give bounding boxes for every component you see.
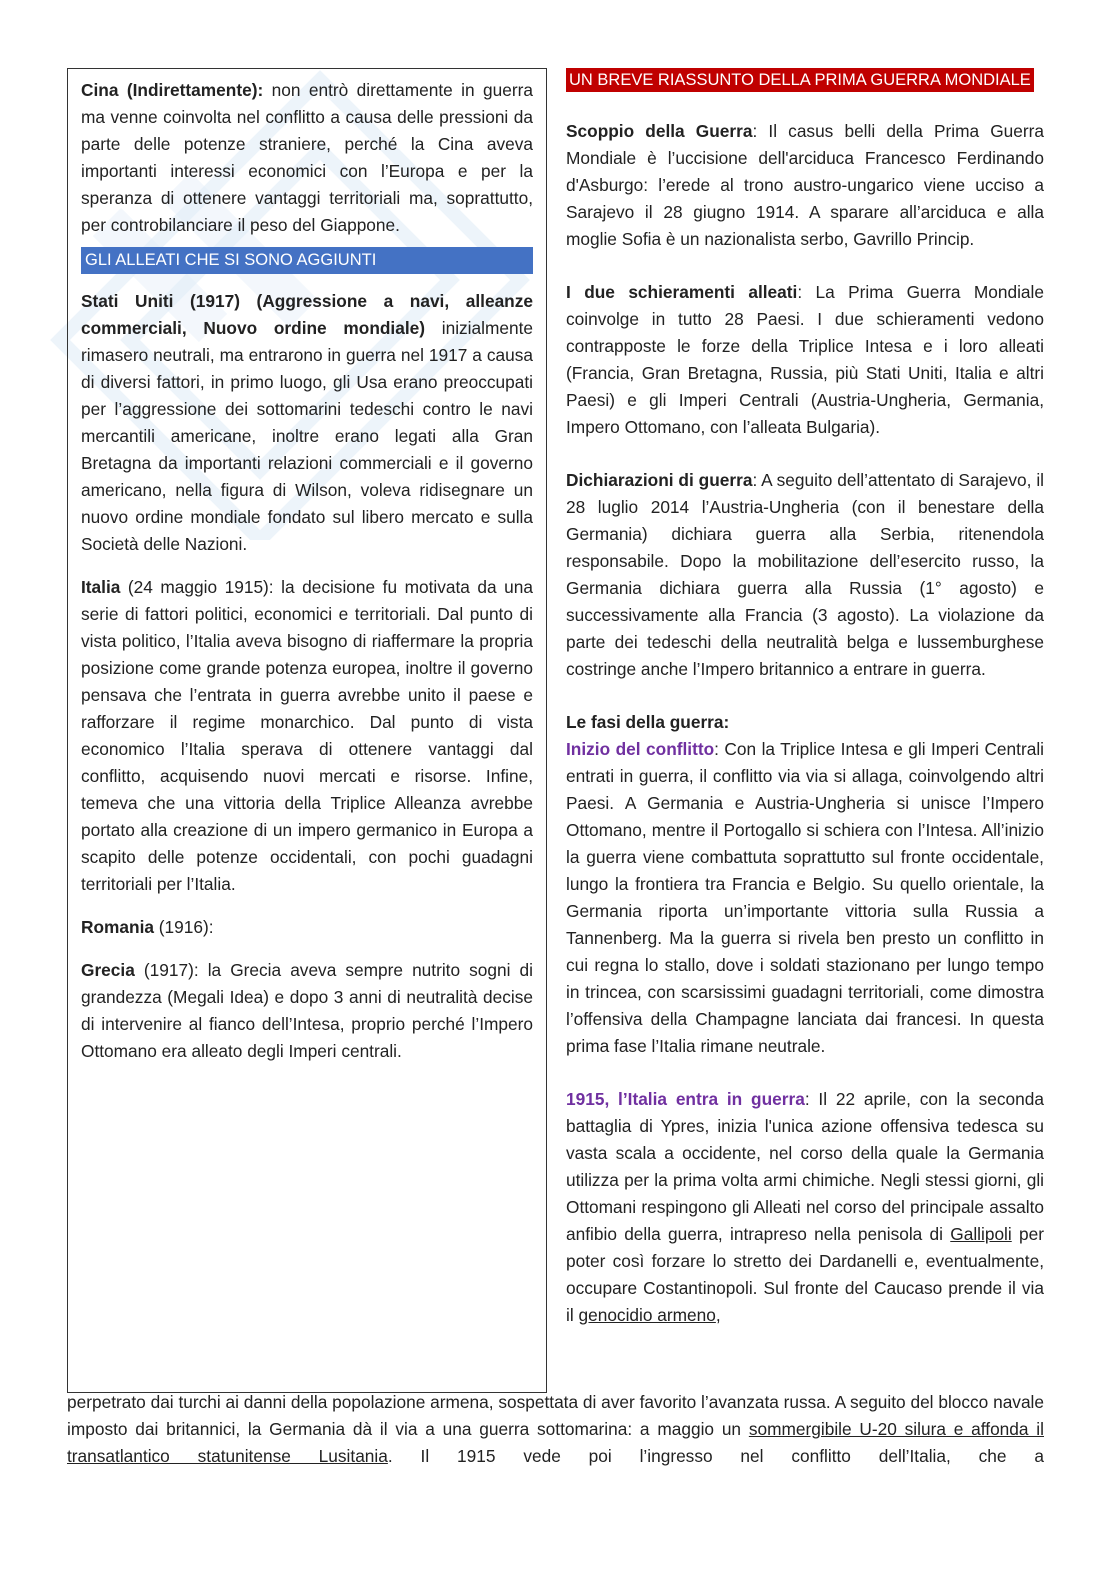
left-column-box [67,68,547,1393]
bottom-text-b: . Il 1915 vede poi l’ingresso nel conflitto dell’Italia, che a [387,1446,1044,1466]
paragraph-usa [81,288,533,558]
schieramenti-text: : La Prima Guerra Mondiale coinvolge in tutto 28 Paesi. I due schieramenti vedono contrapposte le forze della Triplice Intesa e i loro alleati (Francia, Gran Bretagna, Russia, più Stati Uniti, Italia e altri Paesi) e gli Imperi Centrali (Austria-Ungheria, Germania, Impero Ottomano, con l’alleata Bulgaria). [566,282,1044,437]
cina-text: non entrò direttamente in guerra ma venne coinvolta nel conflitto a causa delle pressioni da parte delle potenze straniere, perché la Cina aveva importanti interessi economici con l’Europa e per la speranza di ottenere vantaggi territoriali ma, soprattutto, per controbilanciare il peso del Giappone. [81,80,533,235]
lusitania-link[interactable]: sommergibile U-20 silura e affonda il transatlantico statunitense Lusitania [67,1419,1044,1466]
paragraph-cina [81,77,533,239]
genocidio-armeno-link[interactable]: genocidio armeno [578,1305,716,1325]
paragraph-schieramenti [566,279,1044,441]
schieramenti-title: I due schieramenti alleati [566,282,798,302]
grecia-text: (1917): la Grecia aveva sempre nutrito sogni di grandezza (Megali Idea) e dopo 3 anni di neutralità decise di intervenire al fianco dell’Intesa, proprio perché l’Impero Ottomano era alleato degli Imperi centrali. [81,960,533,1061]
paragraph-italia-1915 [566,1086,1044,1329]
inizio-text: : Con la Triplice Intesa e gli Imperi Centrali entrati in guerra, il conflitto via via si allaga, coinvolgendo altri Paesi. A Germania e Austria-Ungheria si unisce l’Impero Ottomano, mentre il Portogallo si schiera con l’Intesa. All’inizio la guerra viene combattuta soprattutto sul fronte occidentale, lungo la frontiera tra Francia e Belgio. Su quello orientale, la Germania riporta un’importante vittoria sulla Russia a Tannenberg. Ma la guerra si rivela ben presto un conflitto in cui regna lo stallo, dove i soldati stazionano per lungo tempo in trincea, con scarsissimi guadagni territoriali, come dimostra l’offensiva della Champagne lanciata dai francesi. In questa prima fase l’Italia rimane neutrale. [566,739,1044,1056]
scoppio-title: Scoppio della Guerra [566,121,753,141]
dichiarazioni-title: Dichiarazioni di guerra [566,470,753,490]
italia1915-text-b: per poter così forzare lo stretto dei Dardanelli e, eventualmente, occupare Costantinopoli. Sul fronte del Caucaso prende il via il [566,1224,1044,1325]
paragraph-italia [81,574,533,898]
bottom-text-a: perpetrato dai turchi ai danni della popolazione armena, sospettata di aver favorito l’avanzata russa. A seguito del blocco navale imposto dai britannici, la Germania dà il via a una guerra sottomarina: a maggio un [67,1392,1045,1439]
fasi-title-text: Le fasi della guerra: [566,712,730,732]
allies-section-heading: GLI ALLEATI CHE SI SONO AGGIUNTI [81,247,533,274]
paragraph-grecia [81,957,533,1065]
cina-title: Cina (Indirettamente): [81,80,264,100]
italia1915-text-c: , [715,1305,721,1325]
gallipoli-link[interactable]: Gallipoli [950,1224,1012,1244]
usa-title: Stati Uniti (1917) (Aggressione a navi, alleanze commerciali, Nuovo ordine mondiale) [81,291,533,338]
italia1915-title: 1915, l’Italia entra in guerra [566,1089,805,1109]
usa-text: inizialmente rimasero neutrali, ma entrarono in guerra nel 1917 a causa di diversi fattori, in primo luogo, gli Usa erano preoccupati per l’aggressione dei sottomarini tedeschi contro le navi mercantili americane, inoltre erano legati alla Gran Bretagna da importanti relazioni commerciali e il governo americano, nella figura di Wilson, voleva ridisegnare un nuovo ordine mondiale fondato sul libero mercato e sulla Società delle Nazioni. [81,318,533,554]
grecia-title: Grecia [81,960,135,980]
paragraph-bottom [67,1389,1044,1470]
inizio-title: Inizio del conflitto [566,739,715,759]
paragraph-scoppio [566,118,1044,253]
paragraph-dichiarazioni [566,467,1044,683]
italia1915-text-a: : Il 22 aprile, con la seconda battaglia di Ypres, inizia l'unica azione offensiva tedesca su vasta scala a occidente, nel corso della quale la Germania utilizza per la prima volta armi chimiche. Negli stessi giorni, gli Ottomani respingono gli Alleati nel corso del principale assalto anfibio della guerra, intrapreso nella penisola di [566,1089,1044,1244]
dichiarazioni-text: : A seguito dell’attentato di Sarajevo, il 28 luglio 2014 l’Austria-Ungheria (con il benestare della Germania) dichiara guerra alla Serbia, ritenendola responsabile. Dopo la mobilitazione dell’esercito russo, la Germania dichiara guerra alla Russia (1° agosto) e successivamente alla Francia (3 agosto). La violazione da parte dei tedeschi della neutralità belga e lussemburghese costringe anche l’Impero britannico a entrare in guerra. [566,470,1044,679]
italia-title: Italia [81,577,121,597]
full-width-continuation [67,1389,1044,1470]
italia-text: (24 maggio 1915): la decisione fu motivata da una serie di fattori politici, economici e territoriali. Dal punto di vista politico, l’Italia aveva bisogno di riaffermare la propria posizione come grande potenza europea, inoltre il governo pensava che l’entrata in guerra avrebbe unito il paese e rafforzare il regime monarchico. Dal punto di vista economico l’Italia sperava di ottenere vantaggi dal conflitto, acquisendo nuovi mercati e risorse. Infine, temeva che una vittoria della Triplice Alleanza avrebbe portato alla creazione di un impero germanico in Europa a scapito delle potenze occidentali, con pochi guadagni territoriali per l’Italia. [81,577,533,894]
scoppio-text: : Il casus belli della Prima Guerra Mondiale è l’uccisione dell'arciduca Francesco Ferdinando d'Asburgo: l’erede al trono austro-ungarico viene ucciso a Sarajevo il 28 giugno 1914. A sparare all’arciduca e alla moglie Sofia è un nazionalista serbo, Gavrillo Princip. [566,121,1044,249]
romania-text: (1916): [153,917,214,937]
paragraph-inizio [566,736,1044,1060]
fasi-title [566,709,1044,736]
romania-title: Romania [81,917,154,937]
summary-section-heading: UN BREVE RIASSUNTO DELLA PRIMA GUERRA MONDIALE [566,68,1034,92]
right-column [566,68,1044,1329]
paragraph-romania [81,914,533,941]
